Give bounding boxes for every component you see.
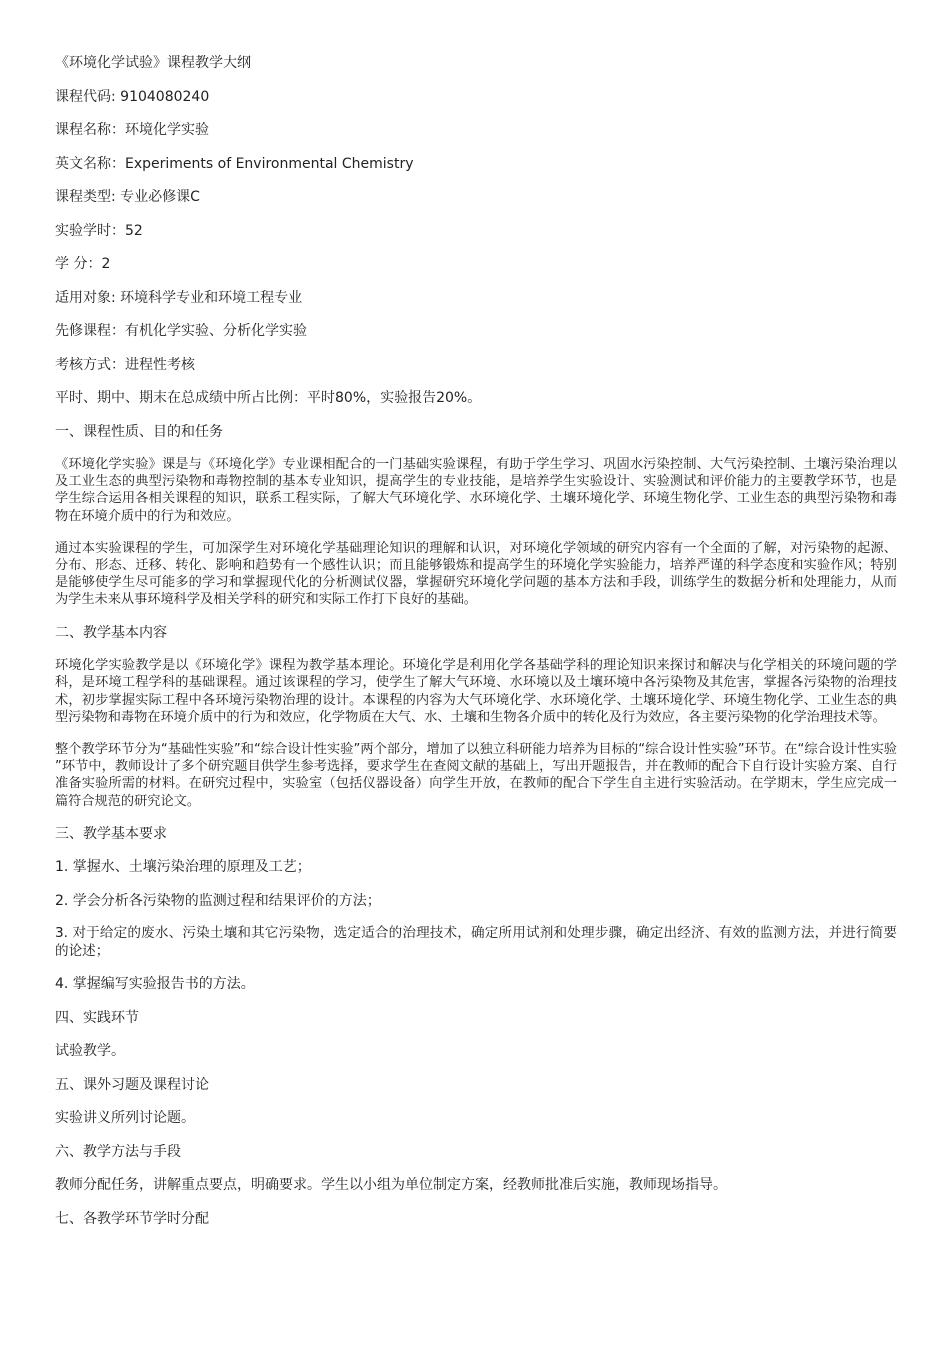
course-english-name: 英文名称：Experiments of Environmental Chemistry — [55, 155, 414, 172]
lab-hours: 实验学时：52 — [55, 222, 143, 239]
prerequisites: 先修课程：有机化学实验、分析化学实验 — [55, 323, 307, 339]
syllabus-body — [55, 54, 897, 1243]
course-code: 课程代码: 9104080240 — [55, 88, 210, 105]
section-5-text: 实验讲义所列讨论题。 — [55, 1110, 195, 1127]
section-heading-7: 七、各教学环节学时分配 — [55, 1210, 209, 1227]
section-heading-5: 五、课外习题及课程讨论 — [55, 1076, 209, 1093]
target-students: 适用对象: 环境科学专业和环境工程专业 — [55, 289, 303, 306]
section-2-paragraph-2: 整个教学环节分为“基础性实验”和“综合设计性实验”两个部分，增加了以独立科研能力培养为目标的“综合设计性实验”环节。在“综合设计性实验”环节中，教师设计了多个研究题目供学生参考选择，要求学生在查阅文献的基础上，写出开题报告，并在教师的配合下自行设计实验方案、自行准备实验所需的材料。在研究过程中，实验室（包括仪器设备）向学生开放，在教师的配合下学生自主进行实验活动。在学期末，学生应完成一篇符合规范的研究论文。 — [55, 741, 897, 809]
document-title: 《环境化学试验》课程教学大纲 — [55, 55, 251, 71]
credits: 学 分：2 — [55, 256, 111, 272]
section-heading-1: 一、课程性质、目的和任务 — [55, 423, 223, 440]
section-6-text: 教师分配任务，讲解重点要点，明确要求。学生以小组为单位制定方案，经教师批准后实施，教师现场指导。 — [55, 1177, 727, 1194]
section-heading-4: 四、实践环节 — [55, 1009, 139, 1026]
section-1-paragraph-1: 《环境化学实验》课是与《环境化学》专业课相配合的一门基础实验课程，有助于学生学习、巩固水污染控制、大气污染控制、土壤污染治理以及工业生态的典型污染物和毒物控制的基本专业知识，提高学生的专业技能，是培养学生实验设计、实验测试和评价能力的主要教学环节，也是学生综合运用各相关课程的知识，联系工程实际，了解大气环境化学、水环境化学、土壤环境化学、环境生物化学、工业生态的典型污染物和毒物在环境介质中的行为和效应。 — [55, 457, 897, 524]
requirement-item-4: 4. 掌握编写实验报告书的方法。 — [55, 976, 255, 993]
grade-weighting: 平时、期中、期末在总成绩中所占比例：平时80%，实验报告20%。 — [55, 390, 482, 406]
section-1-paragraph-2: 通过本实验课程的学生，可加深学生对环境化学基础理论知识的理解和认识，对环境化学领域的研究内容有一个全面的了解，对污染物的起源、分布、形态、迁移、转化、影响和趋势有一个感性认识；而且能够锻炼和提高学生的环境化学实验能力，培养严谨的科学态度和实验作风；特别是能够使学生尽可能多的学习和掌握现代化的分析测试仪器，掌握研究环境化学问题的基本方法和手段，训练学生的数据分析和处理能力，从而为学生未来从事环境科学及相关学科的研究和实际工作打下良好的基础。 — [55, 540, 897, 608]
requirement-item-3: 3. 对于给定的废水、污染土壤和其它污染物，选定适合的治理技术，确定所用试剂和处理步骤，确定出经济、有效的监测方法，并进行简要的论述； — [55, 925, 897, 959]
course-type: 课程类型: 专业必修课C — [55, 189, 200, 205]
section-heading-2: 二、教学基本内容 — [55, 624, 167, 641]
section-heading-3: 三、教学基本要求 — [55, 825, 167, 842]
section-4-text: 试验教学。 — [55, 1043, 125, 1060]
requirement-item-2: 2. 学会分析各污染物的监测过程和结果评价的方法； — [55, 892, 381, 909]
section-2-paragraph-1: 环境化学实验教学是以《环境化学》课程为教学基本理论。环境化学是利用化学各基础学科的理论知识来探讨和解决与化学相关的环境问题的学科，是环境工程学科的基础课程。通过该课程的学习，使学生了解大气环境、水环境以及土壤环境中各污染物及其危害，掌握各污染物的治理技术，初步掌握实际工程中各环境污染物治理的设计。本课程的内容为大气环境化学、水环境化学、土壤环境化学、环境生物化学、工业生态的典型污染物和毒物在环境介质中的行为和效应，化学物质在大气、水、土壤和生物各介质中的转化及行为效应，各主要污染物的化学治理技术等。 — [55, 658, 897, 725]
course-name: 课程名称：环境化学实验 — [55, 122, 209, 138]
section-heading-6: 六、教学方法与手段 — [55, 1143, 181, 1160]
assessment-method: 考核方式：进程性考核 — [55, 356, 195, 373]
requirement-item-1: 1. 掌握水、土壤污染治理的原理及工艺； — [55, 859, 311, 876]
